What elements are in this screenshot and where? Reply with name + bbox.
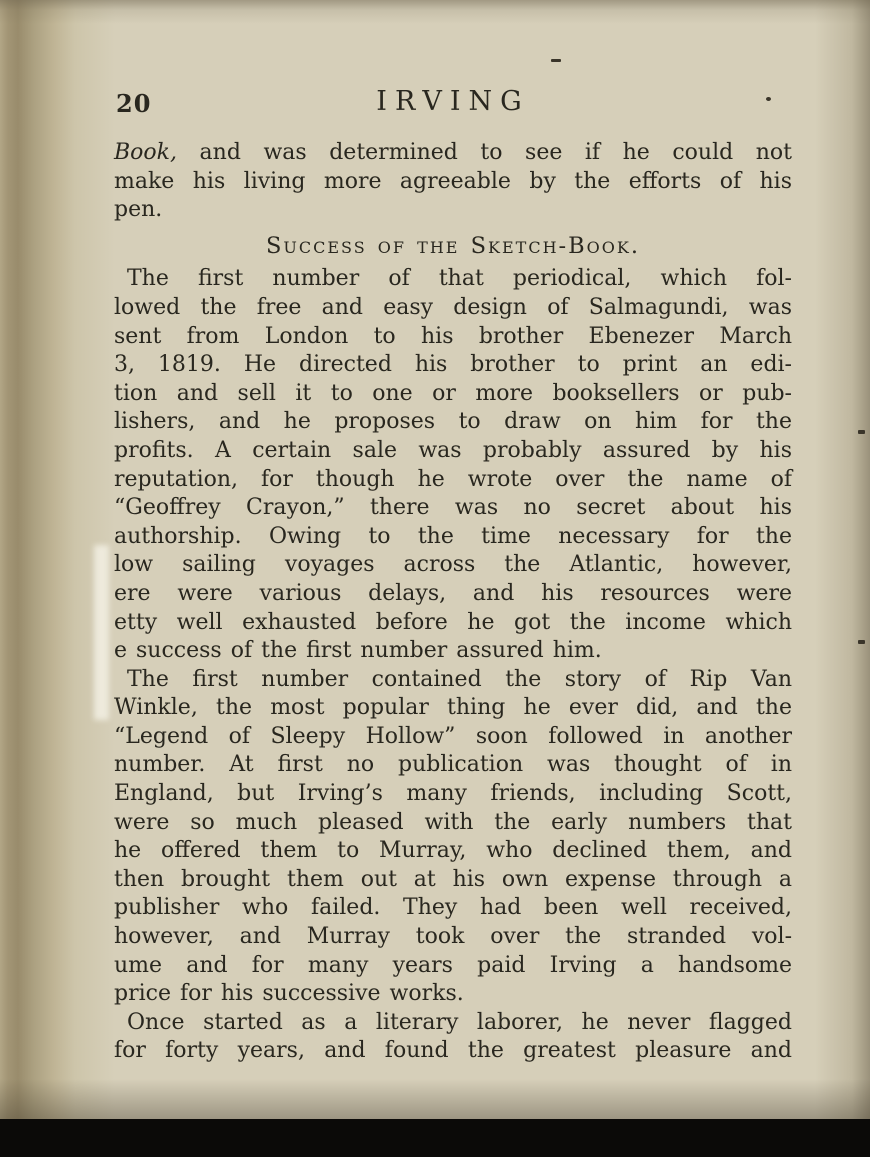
text-line: profits. A certain sale was probably assured by his [114, 437, 792, 463]
text-line: pen. [114, 197, 163, 223]
text-line: publisher who failed. They had been well received, [114, 895, 792, 921]
page-text [114, 139, 792, 1066]
scan-artifact [551, 59, 561, 62]
binding-gutter-highlight [94, 545, 109, 720]
text-line: however, and Murray took over the stranded vol- [114, 924, 792, 950]
text-line: ume and for many years paid Irving a handsome [114, 952, 792, 978]
italic-book-title: Book, [114, 140, 177, 165]
text-line: reputation, for though he wrote over the name of [114, 466, 792, 492]
paragraph-3 [114, 666, 792, 1009]
text-line: e success of the first number assured him. [114, 638, 602, 664]
text-line: tion and sell it to one or more booksellers or pub- [114, 380, 792, 406]
text-line: make his living more agreeable by the efforts of his [114, 168, 792, 194]
page-header [114, 86, 792, 117]
section-heading: Success of the Sketch-Book. [265, 232, 641, 259]
text-line: England, but Irving’s many friends, including Scott, [114, 781, 792, 807]
text-line: lishers, and he proposes to draw on him for the [114, 409, 792, 435]
text-line: then brought them out at his own expense through a [114, 866, 792, 892]
text-line: Once started as a literary laborer, he never flagged [127, 1009, 792, 1035]
paragraph-2 [114, 265, 792, 665]
text-line: price for his successive works. [114, 981, 464, 1007]
text-line: low sailing voyages across the Atlantic, however, [114, 552, 792, 578]
text-line: ere were various delays, and his resources were [114, 580, 792, 606]
scan-artifact [858, 640, 865, 644]
text-line: “Legend of Sleepy Hollow” soon followed in another [114, 723, 792, 749]
text-line: sent from London to his brother Ebenezer March [114, 323, 792, 349]
text-line: were so much pleased with the early numbers that [114, 809, 792, 835]
text-line: The first number contained the story of Rip Van [127, 666, 792, 692]
text-line: “Geoffrey Crayon,” there was no secret about his [114, 495, 792, 521]
text-line: etty well exhausted before he got the income which [114, 609, 792, 635]
scan-bottom-edge [0, 1119, 870, 1157]
text-line: The first number of that periodical, which fol- [127, 266, 792, 292]
paragraph-1-lines [114, 168, 792, 225]
paragraph-1 [114, 139, 792, 225]
text-line: for forty years, and found the greatest pleasure and [114, 1038, 792, 1064]
running-title: IRVING [376, 86, 530, 117]
text-line: authorship. Owing to the time necessary for the [114, 523, 792, 549]
text-line: he offered them to Murray, who declined them, and [114, 838, 792, 864]
text-line [114, 139, 792, 168]
text-line: number. At first no publication was thought of in [114, 752, 792, 778]
page-number: 20 [116, 89, 152, 118]
scan-artifact [858, 430, 865, 434]
text-line: Winkle, the most popular thing he ever did, and the [114, 695, 792, 721]
text-line: lowed the free and easy design of Salmagundi, was [114, 294, 792, 320]
text-line: 3, 1819. He directed his brother to print an edi- [114, 352, 792, 378]
text-span: and was determined to see if he could not [199, 140, 792, 165]
paragraph-4 [114, 1009, 792, 1066]
